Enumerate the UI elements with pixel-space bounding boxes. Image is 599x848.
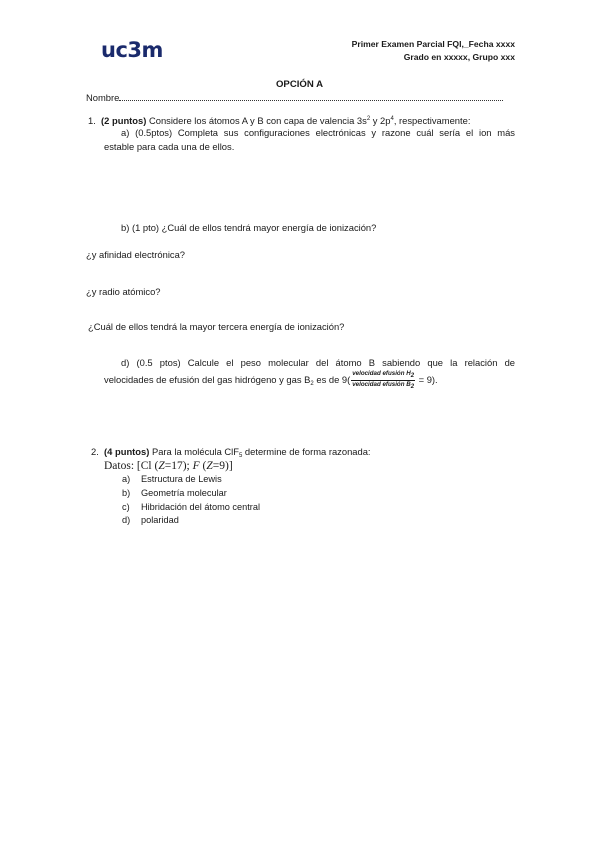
q1-sup-1: 2 bbox=[366, 116, 371, 122]
q1a-line1: a) (0.5ptos) Completa sus configuraciones electrónicas y razone cuál sería el ion más bbox=[121, 127, 515, 138]
q1-intro-text-b: y 2p bbox=[370, 115, 391, 126]
name-dotted-line bbox=[119, 92, 503, 101]
effusion-ratio-fraction bbox=[351, 370, 415, 391]
z-value-2: =9)] bbox=[212, 460, 233, 472]
z-value-1: =17); bbox=[164, 460, 193, 472]
q1d-text-c: = 9). bbox=[416, 374, 438, 385]
q2-sub: 5 bbox=[238, 453, 243, 459]
q1-tercera: ¿Cuál de ellos tendrá la mayor tercera energía de ionización? bbox=[88, 321, 345, 332]
z-var-2: Z bbox=[206, 460, 213, 472]
name-field[interactable] bbox=[86, 92, 503, 103]
fraction-denominator: velocidad efusión $B_2$ bbox=[352, 381, 415, 391]
exam-header-line1: Primer Examen Parcial FQI,_Fecha xxxx bbox=[351, 39, 515, 49]
f-symbol: F bbox=[192, 460, 200, 472]
name-label: Nombre bbox=[86, 92, 120, 103]
q1b-text: b) (1 pto) ¿Cuál de ellos tendrá mayor energía de ionización? bbox=[121, 222, 377, 233]
q1d-text-a: velocidades de efusión del gas hidrógeno y gas B bbox=[104, 374, 311, 385]
q1-sup-2: 4 bbox=[390, 116, 394, 122]
q2-item-c: c) Hibridación del átomo central bbox=[122, 502, 260, 512]
question-1-points: (2 puntos) bbox=[101, 115, 147, 126]
q1d-text-b: es de 9( bbox=[313, 374, 351, 385]
q1d-sub: 2 bbox=[310, 381, 314, 387]
question-2-number: 2. bbox=[91, 446, 99, 457]
z-var-1: Z bbox=[158, 460, 165, 472]
q2-item-a: a) Estructura de Lewis bbox=[122, 474, 222, 484]
q1-intro-text-c: , respectivamente: bbox=[393, 115, 471, 126]
uc3m-logo: uc3m bbox=[101, 38, 163, 62]
q1d-line2 bbox=[104, 370, 438, 394]
q1d-line1: d) (0.5 ptos) Calcule el peso molecular del átomo B sabiendo que la relación de bbox=[121, 357, 515, 368]
q2-datos bbox=[104, 459, 233, 473]
q2-item-b: b) Geometría molecular bbox=[122, 488, 227, 498]
q1a-line2: estable para cada una de ellos. bbox=[104, 141, 235, 152]
question-2-points: (4 puntos) bbox=[104, 446, 150, 457]
option-title: OPCIÓN A bbox=[275, 79, 324, 90]
fraction-numerator: velocidad efusión $H_2$ bbox=[352, 370, 415, 380]
q1-intro-text-a: Considere los átomos A y B con capa de valencia 3s bbox=[146, 115, 367, 126]
q2-text-a: Para la molécula ClF bbox=[149, 446, 239, 457]
q2-text-b: determine de forma razonada: bbox=[242, 446, 371, 457]
question-1-number: 1. bbox=[88, 115, 96, 126]
q2-item-d: d) polaridad bbox=[122, 515, 179, 525]
exam-header-line2: Grado en xxxxx, Grupo xxx bbox=[403, 52, 515, 62]
f-open: ( bbox=[199, 460, 207, 472]
datos-label: Datos: [Cl ( bbox=[104, 460, 159, 472]
q1-radio: ¿y radio atómico? bbox=[86, 286, 161, 297]
q1-afinidad: ¿y afinidad electrónica? bbox=[86, 249, 186, 260]
